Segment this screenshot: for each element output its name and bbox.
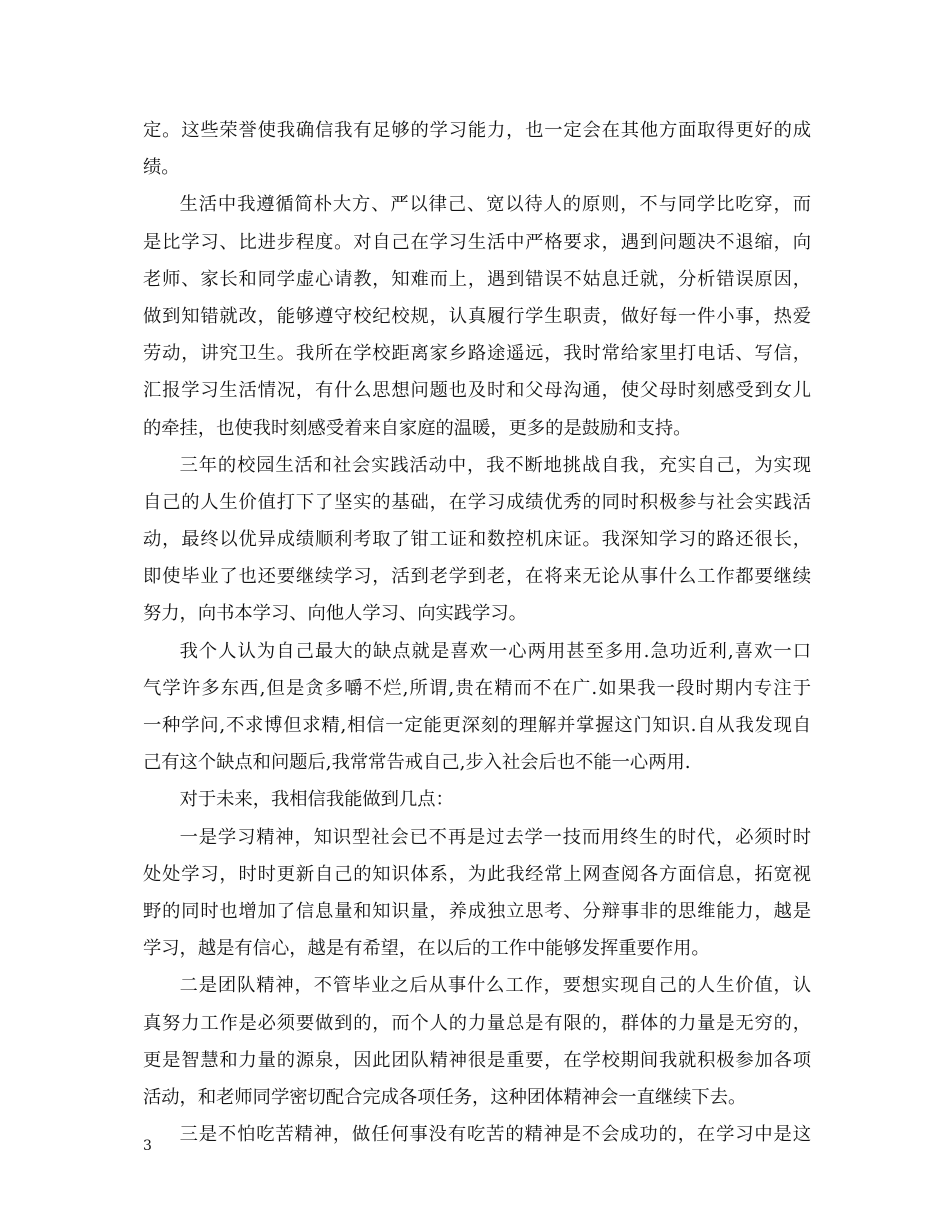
paragraph [143, 633, 811, 782]
text-line: 的牵挂，也使我时刻感受着来自家庭的温暖，更多的是鼓励和支持。 [143, 417, 692, 439]
text-line: 三是不怕吃苦精神，做任何事没有吃苦的精神是不会成功的，在学习中是这 [179, 1124, 811, 1146]
text-line: 一种学问,不求博但求精,相信一定能更深刻的理解并掌握这门知识.自从我发现自 [143, 715, 811, 736]
paragraph [143, 819, 811, 968]
text-line: 绩。 [143, 157, 180, 179]
text-line: 自己的人生价值打下了坚实的基础，在学习成绩优秀的同时积极参与社会实践活 [143, 491, 811, 513]
text-line: 野的同时也增加了信息量和知识量，养成独立思考、分辩事非的思维能力，越是 [143, 900, 811, 922]
text-line: 己有这个缺点和问题后,我常常告戒自己,步入社会后也不能一心两用. [143, 752, 691, 774]
page-number: 3 [143, 1138, 152, 1154]
paragraph [143, 447, 811, 633]
paragraph [143, 186, 811, 446]
text-line: 我个人认为自己最大的缺点就是喜欢一心两用甚至多用.急功近利,喜欢一口 [179, 640, 811, 662]
text-line: 做到知错就改，能够遵守校纪校规，认真履行学生职责，做好每一件小事，热爱 [143, 305, 811, 327]
text-line: 汇报学习生活情况，有什么思想问题也及时和父母沟通，使父母时刻感受到女儿 [143, 380, 811, 402]
paragraph [143, 112, 811, 186]
text-line: 活动，和老师同学密切配合完成各项任务，这种团体精神会一直继续下去。 [143, 1086, 747, 1108]
text-line: 即使毕业了也还要继续学习，活到老学到老，在将来无论从事什么工作都要继续 [143, 566, 811, 588]
text-line: 更是智慧和力量的源泉，因此团队精神很是重要，在学校期间我就积极参加各项 [143, 1049, 811, 1071]
text-line: 处处学习，时时更新自己的知识体系，为此我经常上网查阅各方面信息，拓宽视 [143, 863, 811, 885]
paragraph [143, 1116, 811, 1153]
text-line: 学习，越是有信心，越是有希望，在以后的工作中能够发挥重要作用。 [143, 938, 710, 960]
text-line: 是比学习、比进步程度。对自己在学习生活中严格要求，遇到问题决不退缩，向 [143, 231, 811, 253]
document-body [143, 112, 811, 1153]
text-line: 一是学习精神，知识型社会已不再是过去学一技而用终生的时代，必须时时 [179, 826, 811, 848]
text-line: 定。这些荣誉使我确信我有足够的学习能力，也一定会在其他方面取得更好的成 [143, 120, 811, 141]
text-line: 动，最终以优异成绩顺利考取了钳工证和数控机床证。我深知学习的路还很长， [143, 529, 811, 551]
paragraph [143, 967, 811, 1116]
text-line: 二是团队精神，不管毕业之后从事什么工作，要想实现自己的人生价值，认 [179, 975, 811, 997]
text-line: 对于未来，我相信我能做到几点： [179, 789, 454, 811]
text-line: 气学许多东西,但是贪多嚼不烂,所谓,贵在精而不在广.如果我一段时期内专注于 [143, 677, 811, 699]
text-line: 三年的校园生活和社会实践活动中，我不断地挑战自我，充实自己，为实现 [179, 454, 811, 476]
text-line: 老师、家长和同学虚心请教，知难而上，遇到错误不姑息迁就，分析错误原因， [143, 268, 811, 290]
text-line: 劳动，讲究卫生。我所在学校距离家乡路途遥远，我时常给家里打电话、写信， [143, 343, 811, 365]
text-line: 生活中我遵循简朴大方、严以律己、宽以待人的原则，不与同学比吃穿，而 [179, 194, 811, 216]
text-line: 真努力工作是必须要做到的，而个人的力量总是有限的，群体的力量是无穷的， [143, 1012, 811, 1034]
text-line: 努力，向书本学习、向他人学习、向实践学习。 [143, 603, 527, 625]
paragraph [143, 781, 811, 818]
